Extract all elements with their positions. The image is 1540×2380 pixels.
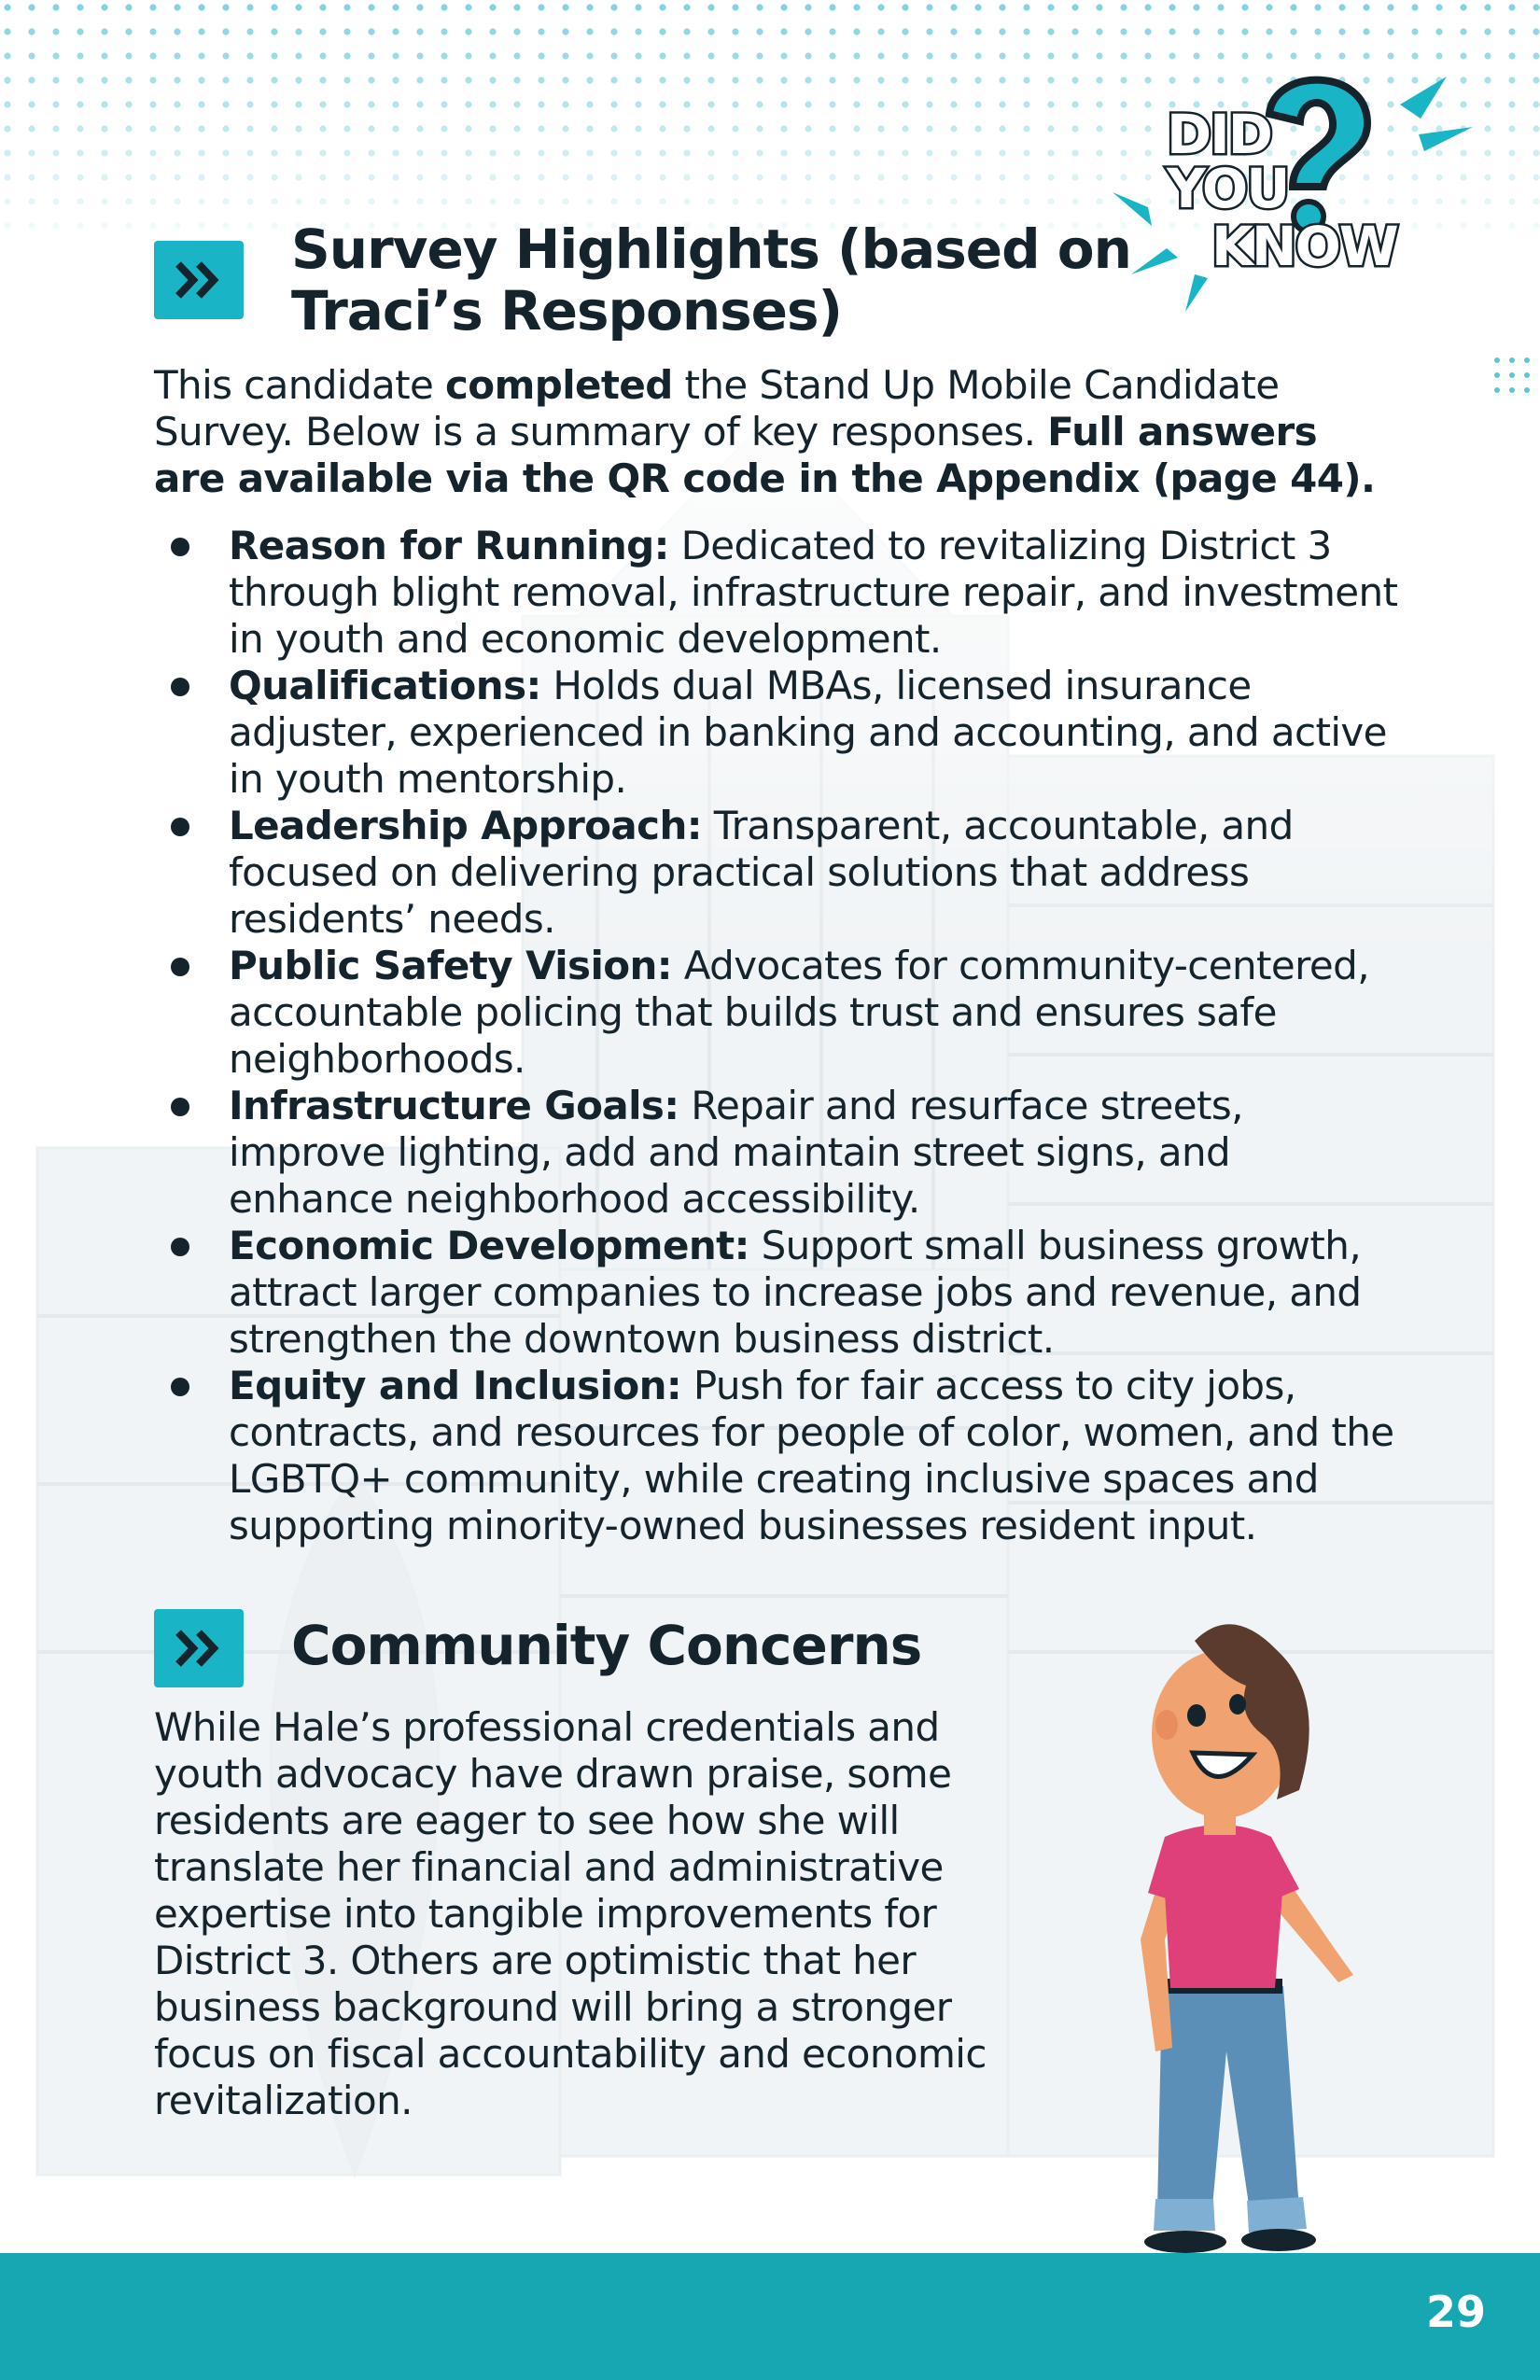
- highlight-text: Dedicated to revitalizing District 3 through blight removal, infrastructure repair, and investment in youth and economic development.: [229, 523, 1398, 662]
- highlight-label: Economic Development:: [229, 1223, 749, 1268]
- highlight-text: Push for fair access to city jobs, contracts, and resources for people of color, women, and the LGBTQ+ community, while creating inclusive spaces and supporting minority-owned businesses resident input.: [229, 1363, 1394, 1548]
- intro-text-1: This candidate: [154, 362, 446, 408]
- highlight-label: Leadership Approach:: [229, 803, 702, 848]
- highlight-label: Public Safety Vision:: [229, 943, 672, 988]
- highlight-text: Support small business growth, attract larger companies to increase jobs and revenue, and strengthen the downtown business district.: [229, 1223, 1362, 1362]
- highlight-label: Equity and Inclusion:: [229, 1363, 682, 1408]
- community-concerns-title: Community Concerns: [291, 1614, 922, 1677]
- highlight-item: [154, 803, 1405, 943]
- title-line-2: Traci’s Responses): [291, 279, 843, 343]
- highlight-item: [154, 663, 1405, 803]
- page-number: 29: [1425, 2287, 1486, 2337]
- intro-bold-1: completed: [445, 362, 673, 408]
- double-chevron-right-icon: [173, 259, 225, 301]
- highlight-item: [154, 1083, 1405, 1223]
- intro-bold-2: Full answers are available via the QR code in the Appendix (page 44).: [154, 409, 1376, 501]
- title-line-1: Survey Highlights (based on: [291, 217, 1131, 281]
- highlight-item: [154, 1363, 1405, 1549]
- badge-did: DID: [1167, 103, 1271, 166]
- page-footer: [0, 2253, 1540, 2380]
- highlight-item: [154, 1223, 1405, 1363]
- dot-pattern-small-decoration: [1490, 353, 1540, 409]
- highlight-text: Advocates for community-centered, accountable policing that builds trust and ensures safe neighborhoods.: [229, 943, 1369, 1082]
- bullet-icon: [171, 538, 189, 556]
- highlight-label: Infrastructure Goals:: [229, 1083, 679, 1128]
- intro-paragraph: [154, 362, 1395, 502]
- community-concerns-body: While Hale’s professional credentials and youth advocacy have drawn praise, some residents are eager to see how she will translate her financial and administrative expertise into tangible improvements for District 3. Others are optimistic that her business background will bring a stronger focus on fiscal accountability and economic revitalization.: [154, 1704, 987, 2123]
- cartoon-kid-illustration: [1055, 1613, 1363, 2266]
- bullet-icon: [171, 678, 189, 696]
- badge-know: KNOW: [1211, 215, 1397, 278]
- bullet-icon: [171, 1238, 189, 1256]
- highlight-text: Holds dual MBAs, licensed insurance adjuster, experienced in banking and accounting, and active in youth mentorship.: [229, 663, 1387, 802]
- badge-you: YOU: [1167, 157, 1289, 220]
- highlights-list: [154, 523, 1405, 1549]
- bullet-icon: [171, 1098, 189, 1116]
- bullet-icon: [171, 818, 189, 836]
- highlight-label: Reason for Running:: [229, 523, 669, 568]
- double-chevron-right-icon: [173, 1627, 225, 1670]
- survey-highlights-title: [291, 218, 1131, 342]
- bullet-icon: [171, 958, 189, 976]
- highlight-text: Transparent, accountable, and focused on delivering practical solutions that address residents’ needs.: [229, 803, 1294, 942]
- bullet-icon: [171, 1378, 189, 1396]
- highlight-label: Qualifications:: [229, 663, 541, 708]
- did-you-know-badge: [1111, 67, 1475, 319]
- section-icon-concerns: [154, 1609, 244, 1687]
- highlight-item: [154, 523, 1405, 663]
- section-icon-survey: [154, 241, 244, 319]
- intro-text-2: the Stand Up Mobile Candidate Survey. Below is a summary of key responses.: [154, 362, 1280, 455]
- highlight-item: [154, 943, 1405, 1083]
- highlight-text: Repair and resurface streets, improve lighting, add and maintain street signs, and enhance neighborhood accessibility.: [229, 1083, 1243, 1222]
